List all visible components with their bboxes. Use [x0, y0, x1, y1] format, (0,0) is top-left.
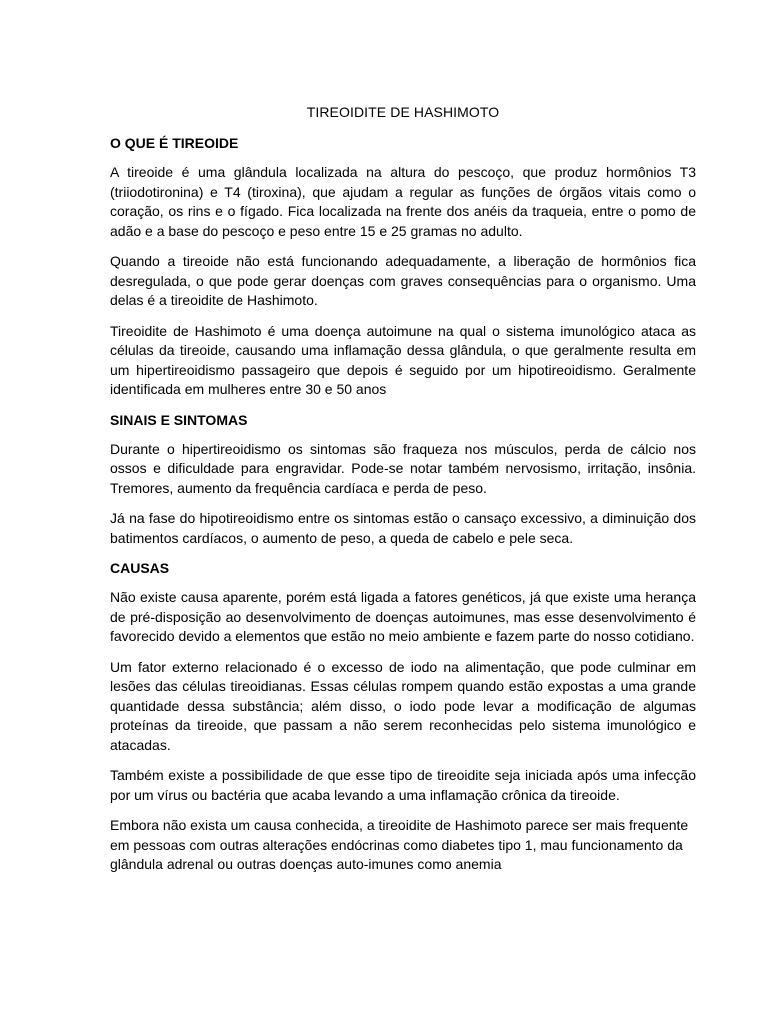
section-heading-o-que-e-tireoide: O QUE É TIREOIDE	[110, 135, 239, 151]
paragraph: Tireoidite de Hashimoto é uma doença autoimune na qual o sistema imunológico ataca as células da tireoide, causando uma inflamação dessa glândula, o que geralmente resulta em um hipertireoidismo passageiro que depois é seguido por um hipotireoidismo. Geralmente identificada em mulheres entre 30 e 50 anos	[110, 322, 696, 397]
paragraph: Quando a tireoide não está funcionando adequadamente, a liberação de hormônios fica desregulada, o que pode gerar doenças com graves consequências para o organismo. Uma delas é a tireoidite de Hashimoto.	[110, 253, 696, 308]
section-heading-causas: CAUSAS	[110, 560, 170, 576]
section-heading-sinais-e-sintomas: SINAIS E SINTOMAS	[110, 411, 248, 428]
paragraph: Durante o hipertireoidismo os sintomas são fraqueza nos músculos, perda de cálcio nos ossos e dificuldade para engravidar. Pode-se notar também nervosismo, irritação, insônia. Tremores, aumento da frequência cardíaca e perda de peso.	[110, 440, 696, 496]
paragraph: A tireoide é uma glândula localizada na altura do pescoço, que produz hormônios T3 (triiodotironina) e T4 (tiroxina), que ajudam a regular as funções de órgãos vitais como o coração, os rins e o fígado. Fica localizada na frente dos anéis da traqueia, entre o pomo de adão e a base do pescoço e peso entre 15 e 25 gramas no adulto.	[110, 164, 696, 239]
paragraph: Não existe causa aparente, porém está ligada a fatores genéticos, já que existe uma herança de pré-disposição ao desenvolvimento de doenças autoimunes, mas esse desenvolvimento é favorecido devido a elementos que estão no meio ambiente e fazem parte do nosso cotidiano.	[110, 589, 696, 644]
paragraph: Também existe a possibilidade de que esse tipo de tireoidite seja iniciada após uma infecção por um vírus ou bactéria que acaba levando a uma inflamação crônica da tireoide.	[110, 767, 696, 803]
document-title: TIREOIDITE DE HASHIMOTO	[306, 104, 500, 120]
paragraph: Embora não exista um causa conhecida, a tireoidite de Hashimoto parece ser mais frequente em pessoas com outras alterações endócrinas como diabetes tipo 1, mau funcionamento da glândula adrenal ou outras doenças auto-imunes como anemia	[110, 817, 689, 872]
paragraph: Um fator externo relacionado é o excesso de iodo na alimentação, que pode culminar em lesões das células tireoidianas. Essas células rompem quando estão expostas a uma grande quantidade dessa substância; além disso, o iodo pode levar a modificação de algumas proteínas da tireoide, que passam a não serem reconhecidas pelo sistema imunológico e atacadas.	[110, 658, 696, 753]
paragraph: Já na fase do hipotireoidismo entre os sintomas estão o cansaço excessivo, a diminuição dos batimentos cardíacos, o aumento de peso, a queda de cabelo e pele seca.	[110, 510, 696, 546]
